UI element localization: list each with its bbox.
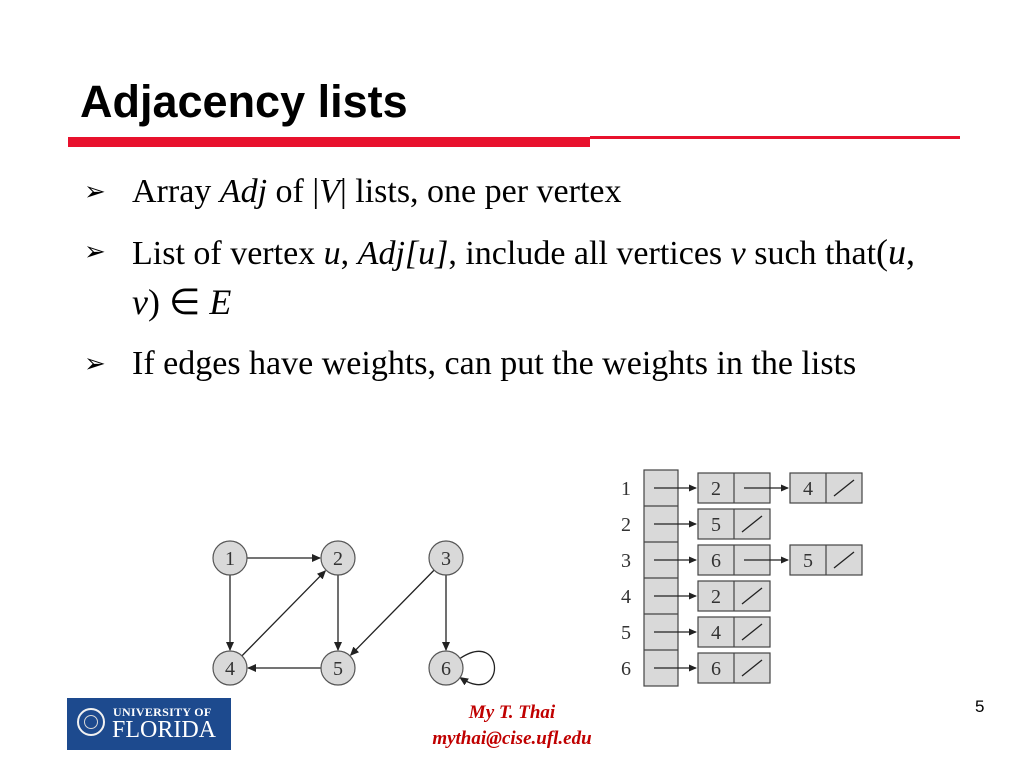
graph-node-label: 5 <box>333 658 343 680</box>
bullet-list <box>84 168 944 400</box>
seal-icon <box>77 708 105 736</box>
university-logo: UNIVERSITY OF FLORIDA <box>67 698 231 750</box>
adj-node-value: 6 <box>711 550 721 572</box>
graph-edge <box>242 571 325 656</box>
adj-row-label: 1 <box>621 478 631 500</box>
graph-node-label: 2 <box>333 548 343 570</box>
graph-node-label: 1 <box>225 548 235 570</box>
adj-node-value: 5 <box>803 550 813 572</box>
graph-node-label: 6 <box>441 658 451 680</box>
adj-node-value: 6 <box>711 658 721 680</box>
footer-email: mythai@cise.ufl.edu <box>432 728 592 749</box>
arrow-bullet-icon: ➢ <box>84 177 106 207</box>
title-underline-thick <box>68 137 590 147</box>
adj-node-value: 4 <box>803 478 813 500</box>
adjacency-list-diagram <box>600 460 880 700</box>
slide-title: Adjacency lists <box>80 76 408 127</box>
adj-node-value: 5 <box>711 514 721 536</box>
graph-node-label: 4 <box>225 658 235 680</box>
adj-node-value: 2 <box>711 586 721 608</box>
arrow-bullet-icon: ➢ <box>84 237 106 267</box>
arrow-bullet-icon: ➢ <box>84 349 106 379</box>
directed-graph-diagram <box>190 520 500 700</box>
adj-node-value: 4 <box>711 622 721 644</box>
footer-author: My T. Thai <box>468 702 556 723</box>
adj-node-value: 2 <box>711 478 721 500</box>
graph-edge-self-loop <box>460 651 494 684</box>
graph-edge <box>351 570 434 655</box>
page-number: 5 <box>975 697 985 716</box>
adj-row-label: 2 <box>621 514 631 536</box>
adj-row-label: 4 <box>621 586 631 608</box>
bullet-item: ➢ List of vertex u, Adj[u], include all vertices v such that(u, v) ∈ E <box>84 228 944 328</box>
title-underline-thin <box>590 136 960 139</box>
bullet-item: ➢ Array Adj of |V| lists, one per vertex <box>84 168 944 216</box>
graph-node-label: 3 <box>441 548 451 570</box>
adj-row-label: 5 <box>621 622 631 644</box>
adj-row-label: 3 <box>621 550 631 572</box>
bullet-item: ➢ If edges have weights, can put the weights in the lists <box>84 340 944 388</box>
adj-row-label: 6 <box>621 658 631 680</box>
edge-membership-formula: (u, v) ∈ E <box>132 232 916 322</box>
